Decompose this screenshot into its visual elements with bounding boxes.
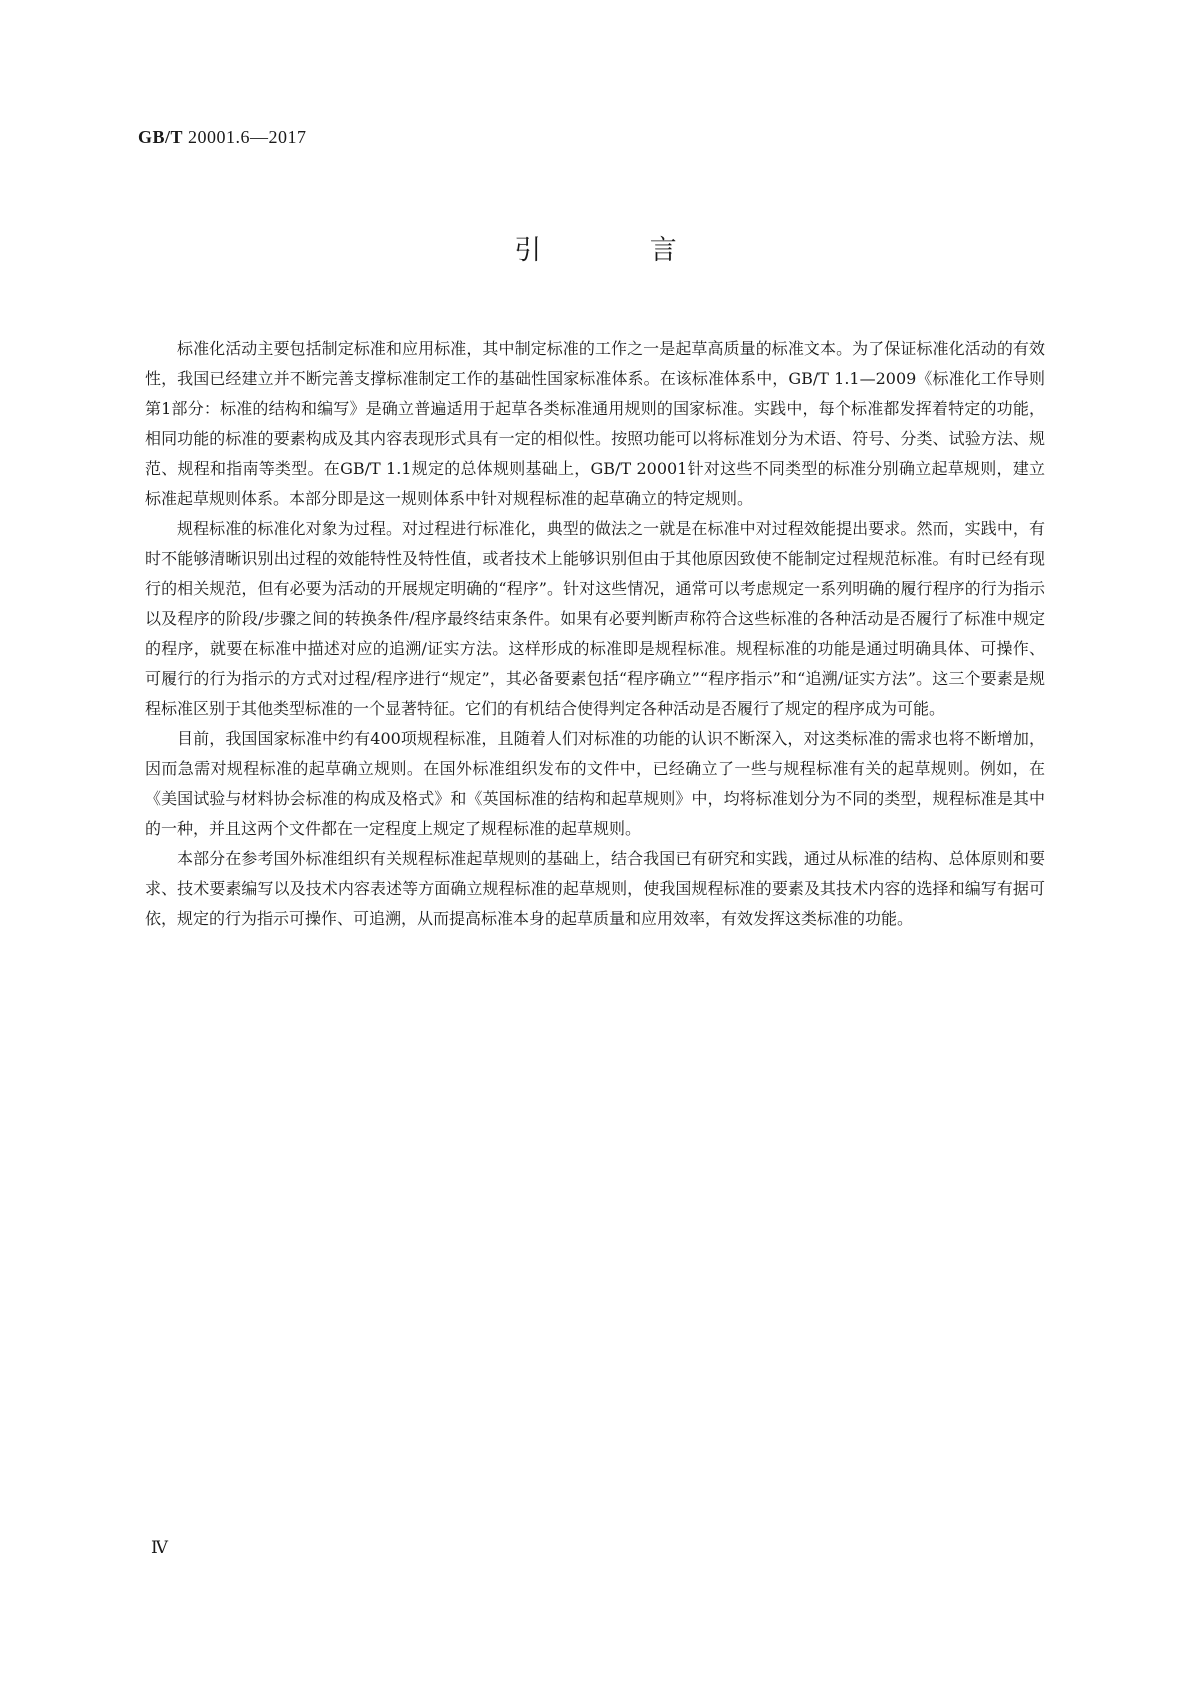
paragraph: 目前，我国国家标准中约有400项规程标准，且随着人们对标准的功能的认识不断深入，对这类标准的需求也将不断增加，因而急需对规程标准的起草确立规则。在国外标准组织发布的文件中，已经确立了一些与规程标准有关的起草规则。例如，在《美国试验与材料协会标准的构成及格式》和《英国标准的结构和起草规则》中，均将标准划分为不同的类型，规程标准是其中的一种，并且这两个文件都在一定程度上规定了规程标准的起草规则。 [145, 729, 1045, 838]
page-number: Ⅳ [151, 1538, 168, 1557]
standard-prefix: GB/T [138, 127, 184, 147]
paragraph: 规程标准的标准化对象为过程。对过程进行标准化，典型的做法之一就是在标准中对过程效能提出要求。然而，实践中，有时不能够清晰识别出过程的效能特性及特性值，或者技术上能够识别但由于其他原因致使不能制定过程规范标准。有时已经有现行的相关规范，但有必要为活动的开展规定明确的“程序”。针对这些情况，通常可以考虑规定一系列明确的履行程序的行为指示以及程序的阶段/步骤之间的转换条件/程序最终结束条件。如果有必要判断声称符合这些标准的各种活动是否履行了标准中规定的程序，就要在标准中描述对应的追溯/证实方法。这样形成的标准即是规程标准。规程标准的功能是通过明确具体、可操作、可履行的行为指示的方式对过程/程序进行“规定”，其必备要素包括“程序确立”“程序指示”和“追溯/证实方法”。这三个要素是规程标准区别于其他类型标准的一个显著特征。它们的有机结合使得判定各种活动是否履行了规定的程序成为可能。 [145, 519, 1045, 718]
standard-number: 20001.6—2017 [188, 127, 307, 147]
paragraph: 标准化活动主要包括制定标准和应用标准，其中制定标准的工作之一是起草高质量的标准文本。为了保证标准化活动的有效性，我国已经建立并不断完善支撑标准制定工作的基础性国家标准体系。在该标准体系中，GB/T 1.1—2009《标准化工作导则 第1部分：标准的结构和编写》是确立普遍适用于起草各类标准通用规则的国家标准。实践中，每个标准都发挥着特定的功能，相同功能的标准的要素构成及其内容表现形式具有一定的相似性。按照功能可以将标准划分为术语、符号、分类、试验方法、规范、规程和指南等类型。在GB/T 1.1规定的总体规则基础上，GB/T 20001针对这些不同类型的标准分别确立起草规则，建立标准起草规则体系。本部分即是这一规则体系中针对规程标准的起草确立的特定规则。 [145, 339, 1062, 508]
introduction-body [145, 334, 1062, 934]
standard-code [138, 127, 307, 148]
section-title: 引 言 [514, 235, 727, 266]
paragraph: 本部分在参考国外标准组织有关规程标准起草规则的基础上，结合我国已有研究和实践，通过从标准的结构、总体原则和要求、技术要素编写以及技术内容表述等方面确立规程标准的起草规则，使我国规程标准的要素及其技术内容的选择和编写有据可依，规定的行为指示可操作、可追溯，从而提高标准本身的起草质量和应用效率，有效发挥这类标准的功能。 [145, 849, 1045, 928]
